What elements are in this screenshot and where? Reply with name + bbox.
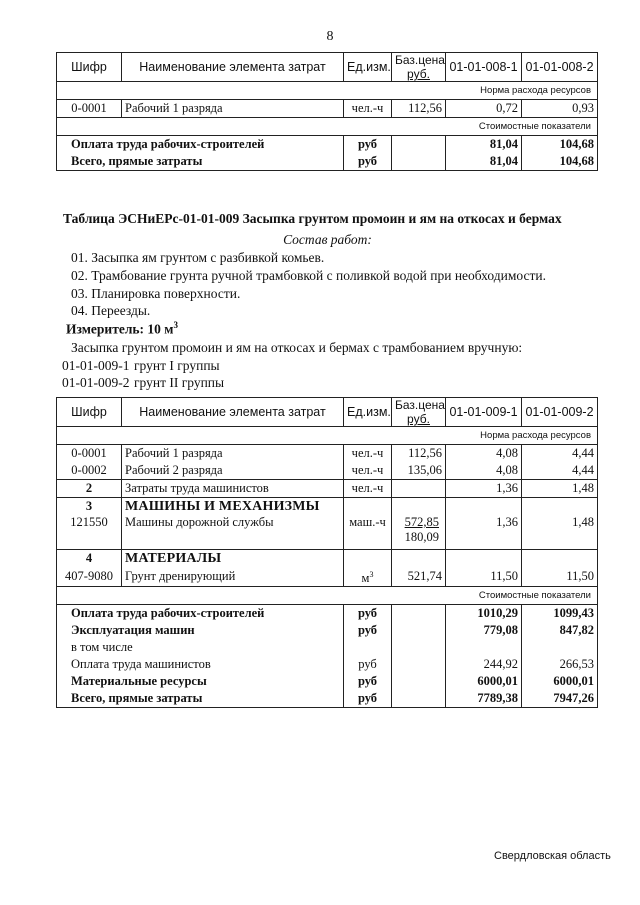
- cost-band-label: Стоимостные показатели: [446, 118, 598, 136]
- row-code: 0-0001: [57, 100, 122, 118]
- page-number: 8: [326, 29, 334, 44]
- row-price: 112,56: [392, 445, 446, 463]
- total-value-b: 104,68: [522, 153, 598, 171]
- total-row: [57, 656, 598, 673]
- total-name: Всего, прямые затраты: [57, 690, 344, 708]
- operation-item: 04. Переезды.: [71, 303, 151, 318]
- row-price: 521,74: [392, 567, 446, 587]
- header-name: Наименование элемента затрат: [122, 398, 344, 427]
- total-value-b: 847,82: [522, 622, 598, 639]
- cost-band-row: [57, 586, 598, 604]
- cost-band-label: Стоимостные показатели: [446, 586, 598, 604]
- header-price-line2: руб.: [407, 67, 430, 81]
- row-value-b: 4,44: [522, 445, 598, 463]
- header-price-line1: Баз.цена: [395, 398, 445, 412]
- total-value-b: 1099,43: [522, 604, 598, 622]
- norm-band-row: [57, 427, 598, 445]
- total-unit: руб: [344, 136, 392, 154]
- row-price: 112,56: [392, 100, 446, 118]
- header-unit: Ед.изм.: [344, 398, 392, 427]
- total-row: [57, 673, 598, 690]
- total-row: [57, 690, 598, 708]
- section-code: 4: [57, 549, 122, 567]
- row-name: Рабочий 2 разряда: [122, 462, 344, 480]
- total-value-a: 6000,01: [446, 673, 522, 690]
- section-title: Таблица ЭСНиЕРс-01-01-009 Засыпка грунтом промоин и ям на откосах и бермах: [63, 211, 562, 226]
- row-value-b: 1,48: [522, 480, 598, 498]
- row-name: Рабочий 1 разряда: [122, 445, 344, 463]
- variant-text: грунт I группы: [134, 358, 220, 373]
- operation-item: 01. Засыпка ям грунтом с разбивкой комьев.: [71, 250, 325, 265]
- variant-code: 01-01-009-1: [62, 358, 130, 373]
- total-value-b: 266,53: [522, 656, 598, 673]
- row-value-a: 1,36: [446, 480, 522, 498]
- total-unit: руб: [344, 673, 392, 690]
- section-name: МАШИНЫ И МЕХАНИЗМЫ: [122, 498, 344, 516]
- row-code: 2: [57, 480, 122, 498]
- total-unit: [344, 639, 392, 656]
- total-row: [57, 639, 598, 656]
- row-value-a: 11,50: [446, 567, 522, 587]
- total-name: в том числе: [57, 639, 344, 656]
- header-price-line1: Баз.цена: [395, 53, 445, 67]
- header-column-b: 01-01-008-2: [522, 53, 598, 82]
- section-name: МАТЕРИАЛЫ: [122, 549, 344, 567]
- table-01-01-008: [56, 52, 598, 171]
- row-value-a: 4,08: [446, 462, 522, 480]
- row-value-a: 4,08: [446, 445, 522, 463]
- total-name: Эксплуатация машин: [57, 622, 344, 639]
- variant-text: грунт II группы: [134, 375, 225, 390]
- norm-band-row: [57, 82, 598, 100]
- total-value-a: 244,92: [446, 656, 522, 673]
- table-header-row: [57, 53, 598, 82]
- total-name: Оплата труда машинистов: [57, 656, 344, 673]
- total-value-a: 779,08: [446, 622, 522, 639]
- row-value-a: 0,72: [446, 100, 522, 118]
- total-row: [57, 136, 598, 154]
- row-unit: чел.-ч: [344, 100, 392, 118]
- measure-label: Измеритель: 10 м: [66, 321, 174, 337]
- table-row: [57, 567, 598, 587]
- row-value-b: 4,44: [522, 462, 598, 480]
- total-name: Оплата труда рабочих-строителей: [57, 604, 344, 622]
- total-unit: руб: [344, 153, 392, 171]
- total-name: Оплата труда рабочих-строителей: [57, 136, 344, 154]
- header-column-b: 01-01-009-2: [522, 398, 598, 427]
- section-subtitle: Состав работ:: [283, 232, 372, 247]
- table-row: [57, 480, 598, 498]
- total-value-a: 81,04: [446, 136, 522, 154]
- row-code: 407-9080: [57, 567, 122, 587]
- total-value-b: 7947,26: [522, 690, 598, 708]
- table-header-row: [57, 398, 598, 427]
- row-name: Грунт дренирующий: [122, 567, 344, 587]
- norm-band-label: Норма расхода ресурсов: [446, 427, 598, 445]
- row-price: 135,06: [392, 462, 446, 480]
- table-row: [57, 462, 598, 480]
- table-01-01-009: [56, 397, 598, 708]
- header-price-line2: руб.: [407, 412, 430, 426]
- row-name: Затраты труда машинистов: [122, 480, 344, 498]
- total-row: [57, 604, 598, 622]
- total-unit: руб: [344, 690, 392, 708]
- row-code: 0-0002: [57, 462, 122, 480]
- header-unit: Ед.изм.: [344, 53, 392, 82]
- section-code: 3: [57, 498, 122, 516]
- header-code: Шифр: [57, 398, 122, 427]
- table-row: [57, 515, 598, 549]
- row-unit: [344, 567, 392, 587]
- section-row-machines: [57, 498, 598, 516]
- operation-item: 02. Трамбование грунта ручной трамбовкой с поливкой водой при необходимости.: [71, 268, 546, 283]
- row-value-b: 1,48: [522, 515, 598, 549]
- variant-item: [62, 358, 220, 374]
- row-unit: чел.-ч: [344, 462, 392, 480]
- row-unit: чел.-ч: [344, 480, 392, 498]
- header-column-a: 01-01-008-1: [446, 53, 522, 82]
- total-row: [57, 153, 598, 171]
- footer-region: Свердловская область: [494, 850, 611, 862]
- row-unit: маш.-ч: [344, 515, 392, 549]
- total-value-a: [446, 639, 522, 656]
- table-row: [57, 445, 598, 463]
- cost-band-row: [57, 118, 598, 136]
- row-code: 121550: [57, 515, 122, 549]
- header-price: [392, 398, 446, 427]
- header-name: Наименование элемента затрат: [122, 53, 344, 82]
- total-value-a: 1010,29: [446, 604, 522, 622]
- total-name: Всего, прямые затраты: [57, 153, 344, 171]
- row-price: [392, 515, 446, 549]
- row-value-a: 1,36: [446, 515, 522, 549]
- total-value-b: [522, 639, 598, 656]
- row-price-secondary: 180,09: [404, 530, 439, 544]
- total-name: Материальные ресурсы: [57, 673, 344, 690]
- table-row: [57, 100, 598, 118]
- total-value-a: 81,04: [446, 153, 522, 171]
- row-unit-text: м: [361, 570, 370, 585]
- total-unit: руб: [344, 656, 392, 673]
- variant-code: 01-01-009-2: [62, 375, 130, 390]
- row-name: Рабочий 1 разряда: [122, 100, 344, 118]
- measure-exponent: 3: [173, 320, 178, 330]
- total-value-a: 7789,38: [446, 690, 522, 708]
- total-value-b: 6000,01: [522, 673, 598, 690]
- row-unit: чел.-ч: [344, 445, 392, 463]
- section-row-materials: [57, 549, 598, 567]
- header-code: Шифр: [57, 53, 122, 82]
- operation-item: 03. Планировка поверхности.: [71, 286, 241, 301]
- header-price: [392, 53, 446, 82]
- total-unit: руб: [344, 604, 392, 622]
- norm-band-label: Норма расхода ресурсов: [446, 82, 598, 100]
- row-unit-exponent: 3: [369, 569, 374, 579]
- table-description: Засыпка грунтом промоин и ям на откосах и бермах с трамбованием вручную:: [71, 340, 523, 355]
- total-unit: руб: [344, 622, 392, 639]
- row-price-main: 572,85: [404, 515, 439, 529]
- row-value-b: 0,93: [522, 100, 598, 118]
- total-row: [57, 622, 598, 639]
- total-value-b: 104,68: [522, 136, 598, 154]
- variant-item: [62, 375, 224, 391]
- measure-unit: [66, 320, 178, 338]
- header-column-a: 01-01-009-1: [446, 398, 522, 427]
- row-code: 0-0001: [57, 445, 122, 463]
- row-value-b: 11,50: [522, 567, 598, 587]
- row-name: Машины дорожной службы: [122, 515, 344, 549]
